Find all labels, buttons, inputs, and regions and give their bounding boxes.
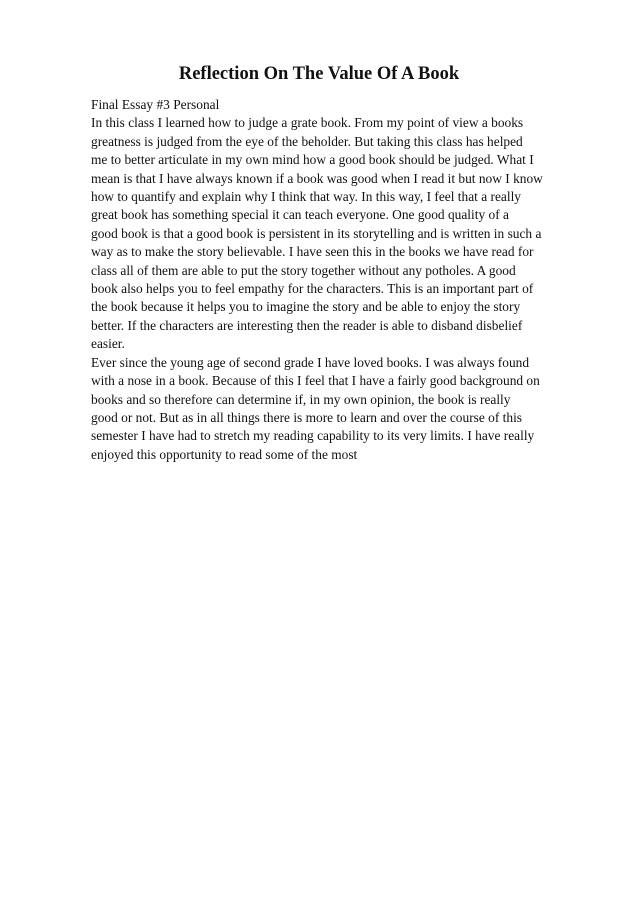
body-line: book also helps you to feel empathy for the characters. This is an important part of: [91, 281, 534, 297]
body-line: with a nose in a book. Because of this I feel that I have a fairly good background on: [91, 373, 540, 389]
document-body: [91, 96, 591, 464]
body-line: mean is that I have always known if a book was good when I read it but now I know: [91, 170, 543, 186]
body-line: good or not. But as in all things there is more to learn and over the course of this: [91, 409, 523, 425]
body-line: better. If the characters are interesting then the reader is able to disband disbelief: [91, 317, 523, 333]
document-title: Reflection On The Value Of A Book: [178, 64, 460, 84]
body-line: books and so therefore can determine if, in my own opinion, the book is really: [91, 391, 511, 407]
body-line: enjoyed this opportunity to read some of the most: [91, 446, 358, 462]
body-line: easier.: [91, 336, 125, 352]
body-line: way as to make the story believable. I have seen this in the books we have read for: [91, 244, 534, 260]
body-line: great book has something special it can teach everyone. One good quality of a: [91, 207, 509, 223]
body-line: the book because it helps you to imagine the story and be able to enjoy the story: [91, 299, 521, 315]
body-line: class all of them are able to put the story together without any potholes. A good: [91, 262, 516, 278]
subtitle-line: Final Essay #3 Personal: [91, 97, 220, 112]
body-line: how to quantify and explain why I think that way. In this way, I feel that a really: [91, 189, 521, 205]
body-line: good book is that a good book is persistent in its storytelling and is written in such a: [91, 225, 542, 241]
body-line: me to better articulate in my own mind how a good book should be judged. What I: [91, 152, 534, 168]
body-line: semester I have had to stretch my reading capability to its very limits. I have really: [91, 428, 535, 444]
body-line: Ever since the young age of second grade I have loved books. I was always found: [91, 354, 530, 370]
body-line: greatness is judged from the eye of the beholder. But taking this class has helped: [91, 133, 523, 149]
body-line: In this class I learned how to judge a grate book. From my point of view a books: [91, 115, 524, 131]
